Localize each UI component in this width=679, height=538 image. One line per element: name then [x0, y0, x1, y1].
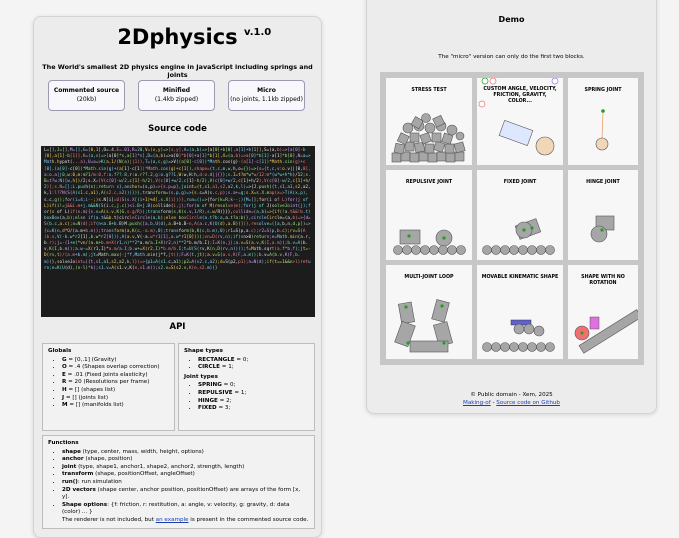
joint-type-item-key: FIXED: [198, 405, 217, 412]
joint-types-list: [184, 382, 309, 412]
global-item-key: M: [62, 402, 68, 409]
copyright: © Public domain - Xem, 2025: [470, 392, 553, 398]
global-item: [62, 379, 169, 387]
demo-cell-label: CUSTOM ANGLE, VELOCITY, FRICTION, GRAVITY, COLOR...: [483, 87, 557, 104]
demo-cell-label: SHAPE WITH NO ROTATION: [581, 275, 625, 286]
function-item-key: Shape options: [62, 501, 108, 508]
source-code-block[interactable]: [41, 146, 315, 317]
global-item-description: = [] (manifolds list): [67, 402, 124, 409]
global-item: [62, 387, 169, 395]
function-item: [62, 456, 309, 464]
function-item-key: transform: [62, 471, 94, 478]
shape-type-item-key: RECTANGLE: [198, 356, 235, 363]
api-types-box: [178, 343, 315, 431]
function-item: [62, 479, 309, 487]
joint-type-item: [198, 405, 309, 413]
demo-cell-label: FIXED JOINT: [503, 180, 537, 185]
global-item-description: = 20 (Resolutions per frame): [66, 379, 150, 386]
function-item-key: 2D vectors: [62, 486, 96, 493]
info-panel: [33, 16, 322, 538]
global-item-key: J: [62, 394, 65, 401]
shape-type-item: [198, 357, 309, 365]
note-text: The renderer is not included, but: [62, 516, 156, 523]
demo-cell-hinge-joint[interactable]: [568, 170, 638, 260]
shape-type-item-description: = 0;: [234, 356, 249, 363]
function-item-key: run(): [62, 478, 78, 485]
global-item-description: = .4 (Shapes overlap correction): [66, 364, 160, 371]
kinematic-scene: [477, 265, 563, 359]
demo-heading: Demo: [498, 15, 525, 24]
function-item-key: joint: [62, 463, 77, 470]
fixed-joint-scene: [477, 170, 563, 260]
global-item-key: H: [62, 386, 67, 393]
download-minified[interactable]: [138, 80, 215, 111]
shape-types-list: [184, 357, 309, 372]
global-item-key: G: [62, 356, 67, 363]
api-functions-box: [42, 435, 315, 529]
joint-type-item-description: = 2;: [217, 397, 232, 404]
globals-list: [48, 357, 169, 410]
download-commented-source[interactable]: [48, 80, 125, 111]
demo-cell-fixed-joint[interactable]: [477, 170, 563, 260]
download-title: Micro: [257, 87, 276, 94]
global-item-description: = [0,.1] (Gravity): [66, 356, 117, 363]
function-item-description: (type, center, mass, width, height, options): [80, 448, 204, 455]
no-rotation-scene: [568, 265, 638, 359]
hinge-joint-scene: [568, 170, 638, 260]
global-item-key: E: [62, 371, 66, 378]
shape-type-item: [198, 364, 309, 372]
function-item-description: : {f: friction, r: restitution, a: angle, v: velocity, g: gravity, d: data (color) ... }: [62, 501, 290, 516]
spring-joint-scene: [568, 78, 638, 165]
global-item: [62, 402, 169, 410]
download-detail: (1.4kb zipped): [154, 96, 199, 103]
global-item: [62, 395, 169, 403]
function-item-key: anchor: [62, 456, 84, 463]
page-title: 2Dphysics: [117, 25, 238, 49]
note-text: is present in the commented source code.: [188, 516, 309, 523]
shape-type-item-description: = 1;: [220, 364, 234, 371]
shape-type-item-key: CIRCLE: [198, 364, 220, 371]
multi-joint-loop-scene: [386, 265, 472, 359]
link-separator: -: [490, 400, 497, 406]
global-item: [62, 364, 169, 372]
globals-heading: Globals: [48, 348, 72, 354]
global-item-description: = [] (joints list): [64, 394, 109, 401]
demo-cell-label: SPRING JOINT: [584, 88, 622, 93]
function-item-description: (shape, position): [83, 456, 133, 463]
github-source-link[interactable]: Source code on Github: [496, 400, 560, 406]
api-heading: API: [169, 322, 186, 332]
global-item-key: R: [62, 379, 67, 386]
function-item-description: (shape, positionOffset, angleOffset): [93, 471, 195, 478]
joint-type-item-description: = 3;: [216, 405, 231, 412]
making-of-link[interactable]: Making-of: [463, 400, 491, 406]
joint-type-item: [198, 390, 309, 398]
version-label: v.1.0: [244, 27, 272, 38]
function-item: [62, 464, 309, 472]
demo-cell-label: STRESS TEST: [411, 88, 447, 93]
demo-cell-label: REPULSIVE JOINT: [405, 180, 453, 185]
demo-canvas[interactable]: [380, 72, 644, 365]
function-item: [62, 502, 309, 517]
shape-types-heading: Shape types: [184, 348, 223, 354]
function-item-description: (type, shape1, anchor1, shape2, anchor2, strength, length): [76, 463, 245, 470]
global-item-description: = .01 (Fixed joints elasticity): [65, 371, 148, 378]
api-globals-box: [42, 343, 175, 431]
joint-type-item: [198, 398, 309, 406]
download-detail: (no joints, 1.1kb zipped): [230, 96, 303, 103]
source-code-heading: Source code: [148, 124, 207, 134]
header: [34, 25, 321, 49]
download-title: Commented source: [53, 87, 120, 94]
joint-type-item-key: SPRING: [198, 382, 222, 389]
demo-cell-label: HINGE JOINT: [586, 180, 620, 185]
function-item-description: : run simulation: [77, 478, 122, 485]
joint-type-item-key: HINGE: [198, 397, 218, 404]
demo-cell-movable-kinematic[interactable]: [477, 265, 563, 359]
demo-cell-label: MULTI-JOINT LOOP: [404, 275, 454, 280]
download-micro[interactable]: [228, 80, 305, 111]
demo-cell-custom-angle[interactable]: [477, 78, 563, 165]
stress-test-scene: [386, 78, 472, 165]
function-item-description: (shape center, anchor position, positionOffset) are arrays of the form [x, y].: [62, 486, 301, 501]
global-item-key: O: [62, 364, 67, 371]
joint-types-heading: Joint types: [184, 373, 218, 380]
joint-type-item-key: REPULSIVE: [198, 389, 233, 396]
function-item: [62, 487, 309, 502]
demo-note: The "micro" version can only do the first two blocks.: [438, 54, 585, 60]
custom-angle-scene: [477, 78, 563, 165]
demo-cell-label: MOVABLE KINEMATIC SHAPE: [481, 275, 559, 280]
joint-type-item-description: = 1;: [232, 389, 247, 396]
footer-links: [367, 399, 656, 407]
joint-type-item: [198, 382, 309, 390]
source-code-text: L=[],J=[],M=[],G=[0,1],O=.4,E=.01,R=20,V=(x,y)=>[x,y],A=(a,b)=>[a[0]+b[0],a[1]+b[1]],S=(a,b)=>[a[0]-b[0],a[1]-b[1]],K=(a,s)=>[a[0]*s,a[1]*s],D=(a,b)=>a[0]*b[0]+a[1]*b[1],X=(a,b)=>a[0]*b[1]-a[1]*b[0],N=a=>Math.hypot(...a),U=a=>K(a,1/(N(a)||1)),T=(a,c,g)=>V((a[0]-c[0])*Math.cos(g)-(a[1]-c[1])*Math.sin(g)+c[0],(a[0]-c[0])*Math.sin(g)+(a[1]-c[1])*Math.cos(g)+c[1]),shape=(t,c,m,w,h,o={})=>{s={t,c,v:o.v||[0,0],a:o.a||0,w:0,m:m?1/m:0,f:o.f??.8,r:o.r??.2,g:o.g??1,W:w,H:h,d:o.d||{}};s.I=t?m*w*w/12:m*(w*w+h*h)/12;s.B=t?w:N([w,h])/2;s.X=[V(c[0]-w/2,c[1]-h/2),V(c[0]+w/2,c[1]-h/2),V(c[0]+w/2,c[1]+h/2),V(c[0]-w/2,c[1]+h/2)];s.N=[];L.push(s);return s},anchor=(s,p)=>{s.p=p},joint=(t,s1,a1,s2,a2,k,l)=>{J.push({t,s1,a1,s2,a2,k,l:l??N(S(A(s1.c,a1),A(s2.c,a2)))})},transform=(s,p,g)=>{s.c=A(s.c,p);s.a+=g;s.X=s.X.map(x=>T(A(x,p),s.c,g));for(i=4;i--;)s.N[i]=U(S(s.X[(i+1)%4],s.X[i]))},run=()=>{for(k=R;k--;){M=[];for(i of L)for(j of L)if(i!=j&&i.m+j.m&&N(S(i.c,j.c))<i.B+j.B)collide(i,j);for(m of M)resolve(m);for(j of J)solveJoint(j);for(s of L)if(s.m){s.v=A(s.v,K(G,s.g/R));transform(s,K(s.v,1/R),s.w/R)}}},collide=(a,b)=>{if(!a.t&&!b.t)boxBox(a,b);else if(a.t&&b.t)circleCircle(a,b);else boxCircle(a.t?b:a,a.t?a:b)},circleCircle=(a,b)=>{d=S(b.c,a.c);n=N(d);if(n<a.B+b.B)M.push([a,b,U(d),a.B+b.B-n,A(a.c,K(U(d),a.B))])},resolve=([a,b,n,d,p])=>{c=K(n,d*O/(a.m+b.m));transform(a,K(c,-a.m),0);transform(b,K(c,b.m),0);r1=S(p,a.c);r2=S(p,b.c);rv=S(A(b.v,V(-b.w*r2[1],b.w*r2[0])),A(a.v,V(-a.w*r1[1],a.w*r1[0])));vn=D(rv,n);if(vn>0)return;e=Math.min(a.r,b.r);j=-(1+e)*vn/(a.m+b.m+X(r1,n)**2*a.m/a.I+X(r2,n)**2*b.m/b.I);I=K(n,j);a.v=S(a.v,K(I,a.m));b.v=A(b.v,K(I,b.m));a.w-=X(r1,I)*a.m/a.I;b.w+=X(r2,I)*b.m/b.I;t=U(S(rv,K(n,D(rv,n))));f=Math.sqrt(a.f*b.f);jt=-D(rv,t)/(a.m+b.m);jt=Math.max(-j*f,Math.min(j*f,jt));F=K(t,jt);a.v=S(a.v,K(F,a.m));b.v=A(b.v,K(F,b.m))},solveJoint=({t,s1,a1,s2,a2,k,l})=>{p1=A(s1.c,a1);p2=A(s2.c,a2);d=S(p2,p1);n=N(d);if(t==1&&n>l)return;e=K(U(d),(n-l)*k);s1.v=A(s1.v,K(e,s1.m));s2.v=S(s2.v,K(e,s2.m))}: [44, 148, 311, 271]
renderer-note: [48, 517, 309, 525]
download-detail: (20kb): [76, 96, 97, 103]
global-item: [62, 372, 169, 380]
download-title: Minified: [162, 87, 191, 94]
demo-cell-stress-test[interactable]: [386, 78, 472, 165]
functions-heading: Functions: [48, 440, 79, 446]
function-item-key: shape: [62, 448, 81, 455]
functions-list: [48, 449, 309, 517]
demo-cell-spring-joint[interactable]: [568, 78, 638, 165]
joint-type-item-description: = 0;: [221, 382, 236, 389]
global-item: [62, 357, 169, 365]
demo-panel: [366, 0, 657, 414]
example-link[interactable]: an example: [155, 516, 189, 523]
function-item: [62, 449, 309, 457]
demo-cell-repulsive-joint[interactable]: [386, 170, 472, 260]
demo-cell-no-rotation[interactable]: [568, 265, 638, 359]
demo-footer: [367, 391, 656, 407]
page-subtitle: The World's smallest 2D physics engine in JavaScript including springs and joints: [42, 63, 313, 79]
repulsive-joint-scene: [386, 170, 472, 260]
demo-cell-multi-joint-loop[interactable]: [386, 265, 472, 359]
global-item-description: = [] (shapes list): [66, 386, 116, 393]
function-item: [62, 471, 309, 479]
